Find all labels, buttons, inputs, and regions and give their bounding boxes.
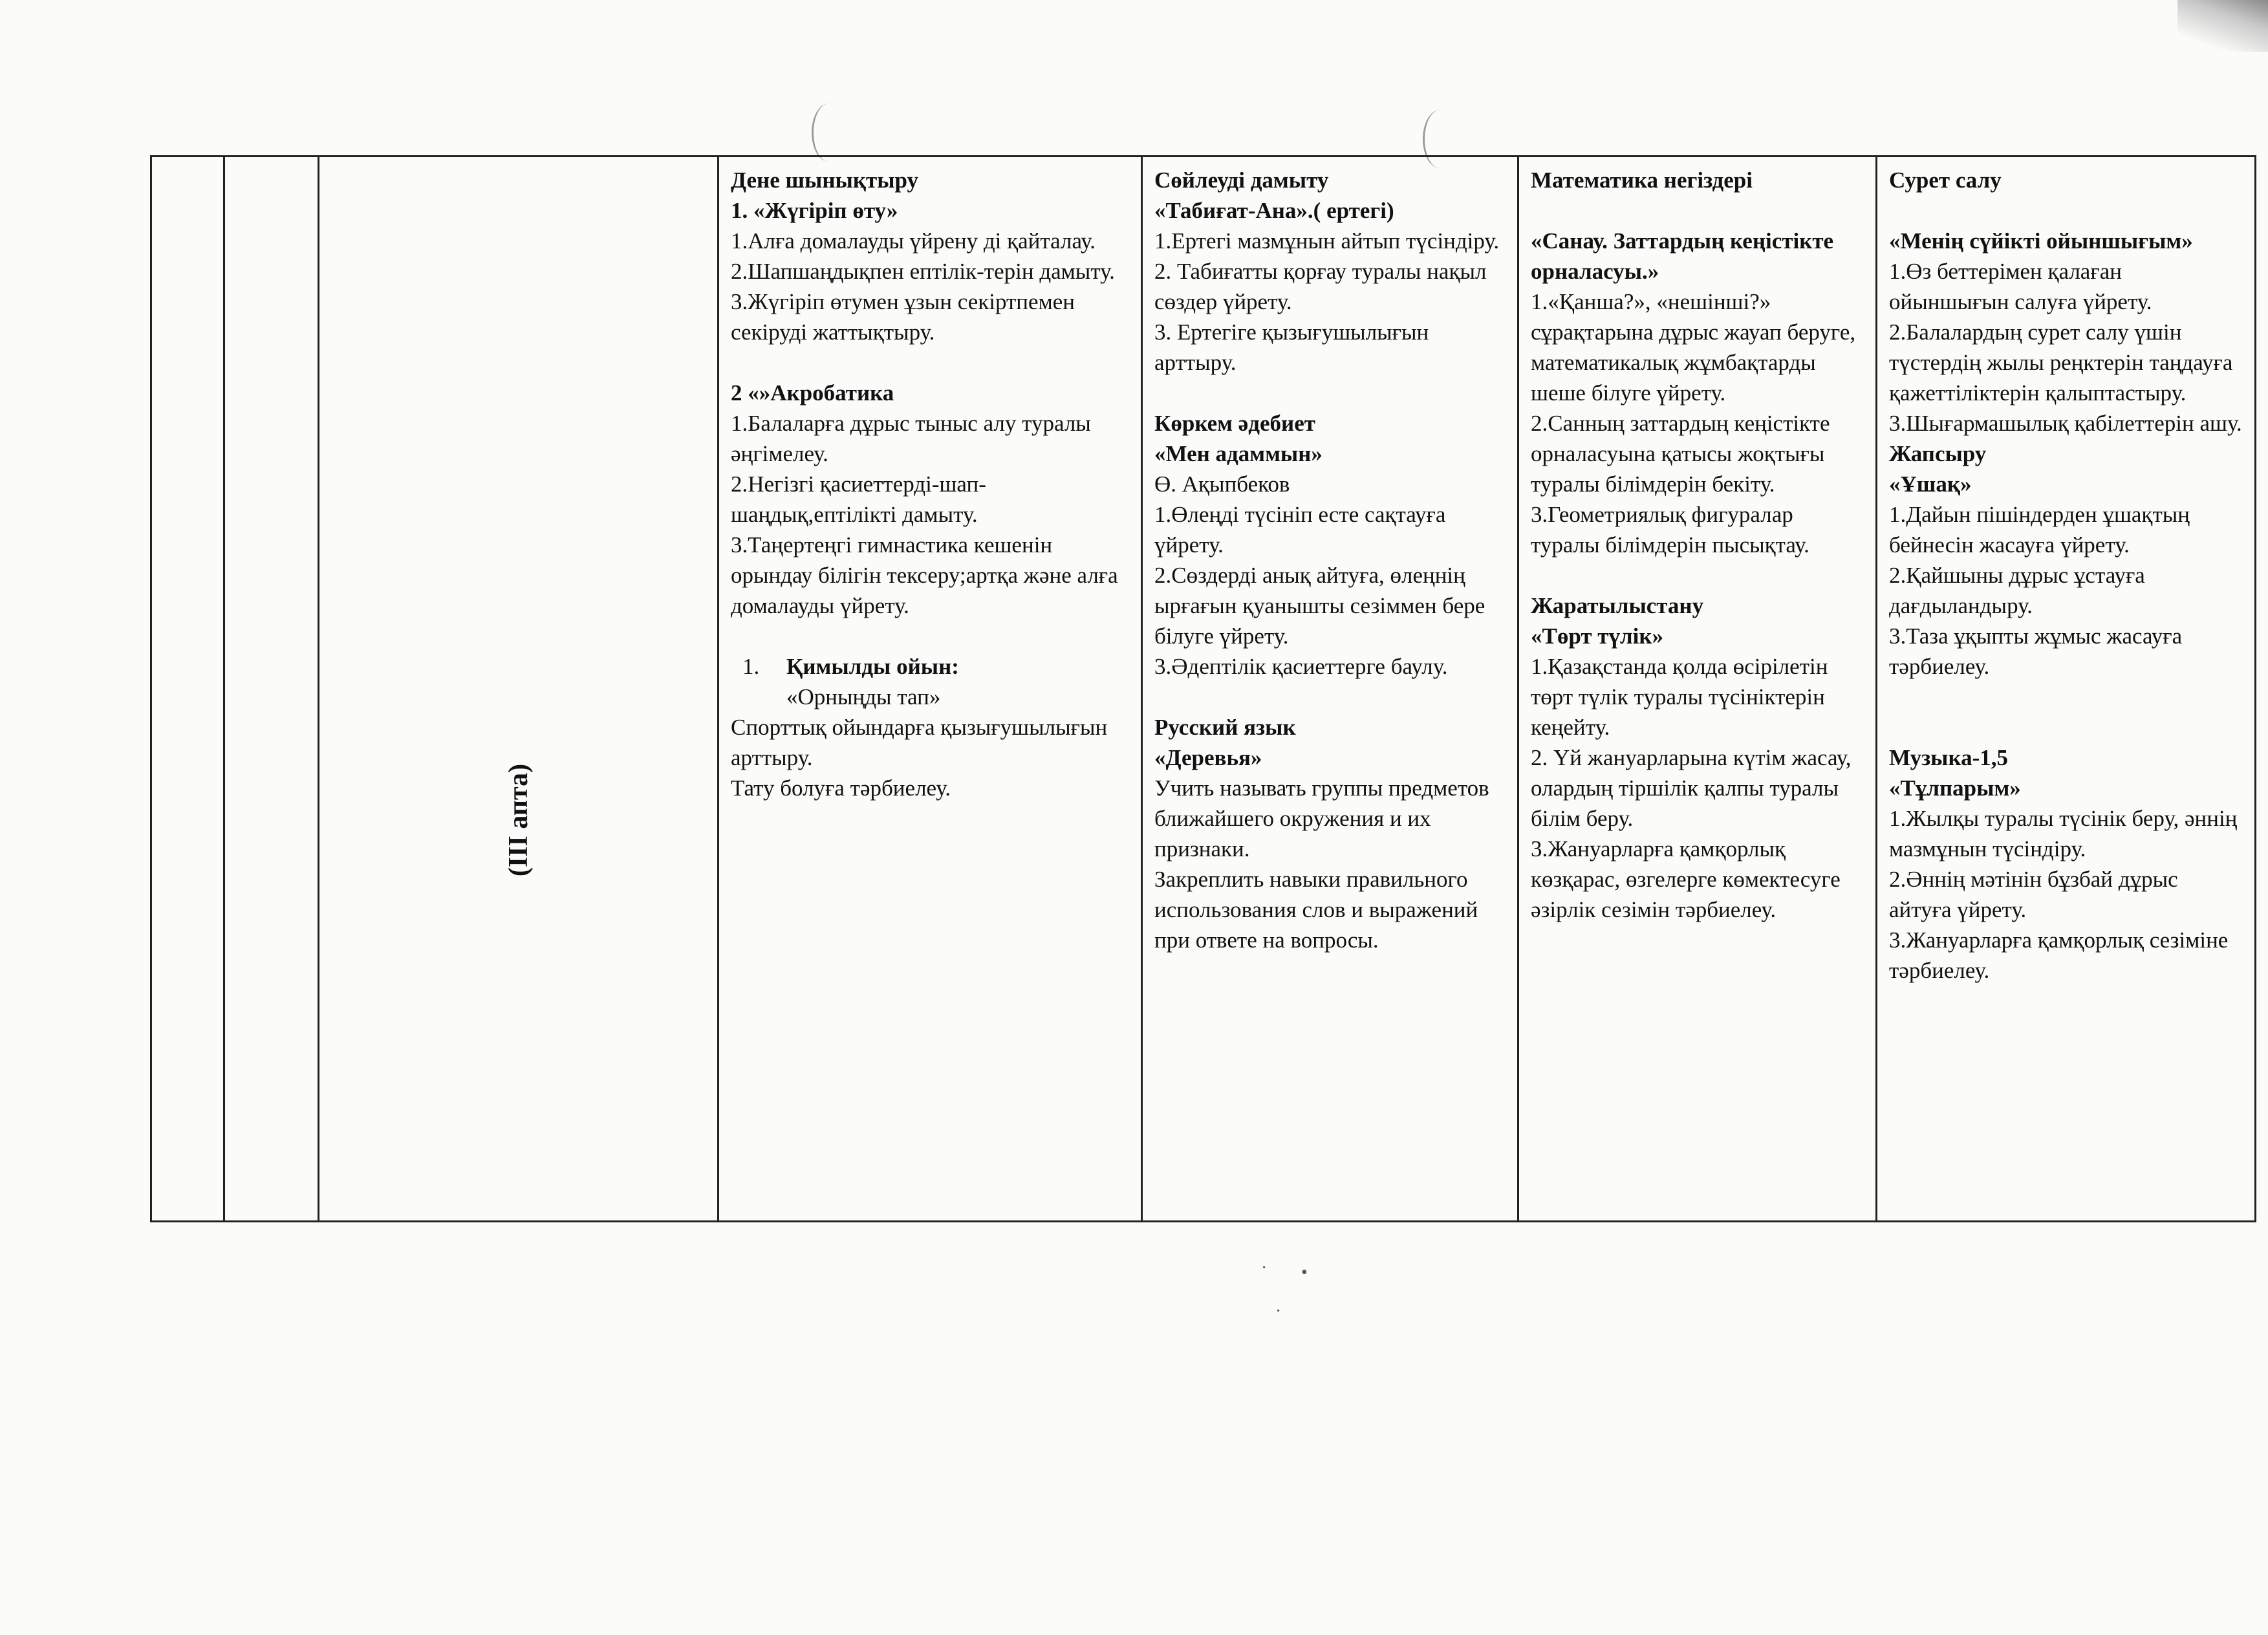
subject-heading: Көркем әдебиет: [1154, 411, 1315, 436]
subject-heading: Жаратылыстану: [1531, 593, 1704, 618]
objective-text: 3.Жануарларға қамқорлық көзқарас, өзгелерге көмектесуге әзірлік сезімін тәрбиелеу.: [1531, 836, 1841, 922]
item-text: Қимылды ойын:: [786, 654, 959, 679]
scan-speck: ·: [1275, 1301, 1282, 1321]
objective-text: 2. Табиғатты қорғау туралы нақыл сөздер үйрету.: [1154, 259, 1487, 314]
objective-text: 1.«Қанша?», «нешінші?» сұрақтарына дұрыс жауап беруге, математикалық жұмбақтарды шеше білуге үйрету.: [1531, 289, 1856, 406]
table-row: [151, 157, 2256, 1222]
objective-text: Спорттық ойындарға қызығушылығын арттыру.: [731, 715, 1108, 770]
objective-text: 2.Әннің мәтінін бұзбай дұрыс айтуға үйрету.: [1889, 867, 2178, 922]
objective-text: 3.Әдептілік қасиеттерге баулу.: [1154, 654, 1448, 679]
subject-heading: «Тұлпарым»: [1889, 775, 2021, 801]
objective-text: 3. Ертегіге қызығушылығын арттыру.: [1154, 319, 1429, 375]
subject-heading: Жапсыру: [1889, 441, 1987, 466]
subject-cell-math-science: [1518, 157, 1877, 1222]
blank-line: [1531, 560, 1864, 590]
subject-heading: Русский язык: [1154, 715, 1296, 740]
blank-line: [1154, 682, 1506, 712]
subject-heading: 1. «Жүгіріп өту»: [731, 198, 898, 223]
blank-line: [1531, 195, 1864, 226]
blank-line: [731, 621, 1129, 651]
subject-heading: «Деревья»: [1154, 745, 1262, 770]
blank-line: [1889, 682, 2243, 712]
objective-text: 1.Жылқы туралы түсінік беру, әннің мазмұнын түсіндіру.: [1889, 806, 2238, 861]
blank-line: [731, 347, 1129, 378]
objective-text: Тату болуға тәрбиелеу.: [731, 775, 951, 801]
subject-heading: «Ұшақ»: [1889, 471, 1972, 497]
objective-text: 1.Ертегі мазмұнын айтып түсіндіру.: [1154, 228, 1500, 254]
objective-text: 3.Геометриялық фигуралар туралы білімдерін пысықтау.: [1531, 502, 1809, 558]
subject-heading: Сөйлеуді дамыту: [1154, 168, 1329, 193]
subject-heading: Математика негіздері: [1531, 168, 1753, 193]
punch-hole-mark: [812, 103, 846, 162]
subject-heading: «Менің сүйікті ойыншығым»: [1889, 228, 2193, 254]
objective-text: 1.Алға домалауды үйрену ді қайталау.: [731, 228, 1096, 254]
subject-heading: Музыка-1,5: [1889, 745, 2009, 770]
empty-cell: [224, 157, 319, 1222]
objective-text: Закреплить навыки правильного использования слов и выражений при ответе на вопросы.: [1154, 867, 1478, 953]
subject-heading: «Санау. Заттардың кеңістікте орналасуы.»: [1531, 228, 1834, 284]
objective-text: Ө. Ақыпбеков: [1154, 471, 1290, 497]
blank-line: [1889, 195, 2243, 226]
objective-text: 2.Сөздерді анық айтуға, өлеңнің ырғағын қуанышты сезіммен бере білуге үйрету.: [1154, 563, 1485, 649]
game-title: «Орныңды тап»: [786, 684, 941, 709]
scan-speck: ·: [1261, 1258, 1268, 1278]
objective-text: 1.Өз беттерімен қалаған ойыншығын салуға үйрету.: [1889, 259, 2152, 314]
subject-heading: «Табиғат-Ана».( ертегі): [1154, 198, 1394, 223]
subject-heading: «Мен адаммын»: [1154, 441, 1323, 466]
objective-text: 3.Таза ұқыпты жұмыс жасауға тәрбиелеу.: [1889, 623, 2183, 679]
objective-text: 1.Балаларға дұрыс тыныс алу туралы әңгімелеу.: [731, 411, 1091, 466]
objective-text: 2.Негізгі қасиеттерді-шап-шаңдық,ептілікті дамыту.: [731, 471, 986, 527]
lesson-plan-table: [150, 155, 2256, 1222]
subject-cell-physical-education: [718, 157, 1142, 1222]
objective-text: Учить называть группы предметов ближайшего окружения и их признаки.: [1154, 775, 1489, 861]
objective-text: 2.Шапшаңдықпен ептілік-терін дамыту.: [731, 259, 1115, 284]
objective-text: 1.Қазақстанда қолда өсірілетін төрт түлік туралы түсініктерін кеңейту.: [1531, 654, 1828, 740]
subject-heading: «Төрт түлік»: [1531, 623, 1664, 649]
blank-line: [1154, 378, 1506, 408]
empty-cell: [151, 157, 224, 1222]
objective-text: 3.Жүгіріп өтумен ұзын секіртпемен секіруді жаттықтыру.: [731, 289, 1075, 345]
subject-cell-speech-literature-russian: [1142, 157, 1518, 1222]
objective-text: 1.Өлеңді түсініп есте сақтауға үйрету.: [1154, 502, 1446, 558]
objective-text: 2. Үй жануарларына күтім жасау, олардың тіршілік қалпы туралы білім беру.: [1531, 745, 1852, 831]
week-label-cell: [319, 157, 718, 1222]
item-number: 1.: [742, 654, 760, 679]
objective-text: 3.Шығармашылық қабілеттерін ашу.: [1889, 411, 2242, 436]
objective-text: 2.Санның заттардың кеңістікте орналасуына қатысы жоқтығы туралы білімдерін бекіту.: [1531, 411, 1830, 497]
scan-speck: •: [1301, 1262, 1308, 1283]
objective-text: 2.Қайшыны дұрыс ұстауға дағдыландыру.: [1889, 563, 2145, 618]
numbered-item: [731, 651, 1129, 682]
objective-text: 1.Дайын пішіндерден ұшақтың бейнесін жасауға үйрету.: [1889, 502, 2190, 558]
subject-heading: 2 «»Акробатика: [731, 380, 894, 406]
blank-line: [1889, 712, 2243, 742]
objective-text: 2.Балалардың сурет салу үшін түстердің жылы реңктерін таңдауға қажеттіліктерін қалыптастыру.: [1889, 319, 2233, 406]
week-label: (ІІІ апта): [503, 763, 534, 877]
objective-text: 3.Жануарларға қамқорлық сезіміне тәрбиелеу.: [1889, 927, 2229, 983]
page-corner-shadow: [2177, 0, 2268, 52]
subject-heading: Дене шынықтыру: [731, 168, 919, 193]
objective-text: 3.Таңертеңгі гимнастика кешенін орындау білігін тексеру;артқа және алға домалауды үйрету.: [731, 532, 1118, 618]
subject-cell-drawing-applique-music: [1877, 157, 2256, 1222]
subject-heading: Сурет салу: [1889, 168, 2002, 193]
